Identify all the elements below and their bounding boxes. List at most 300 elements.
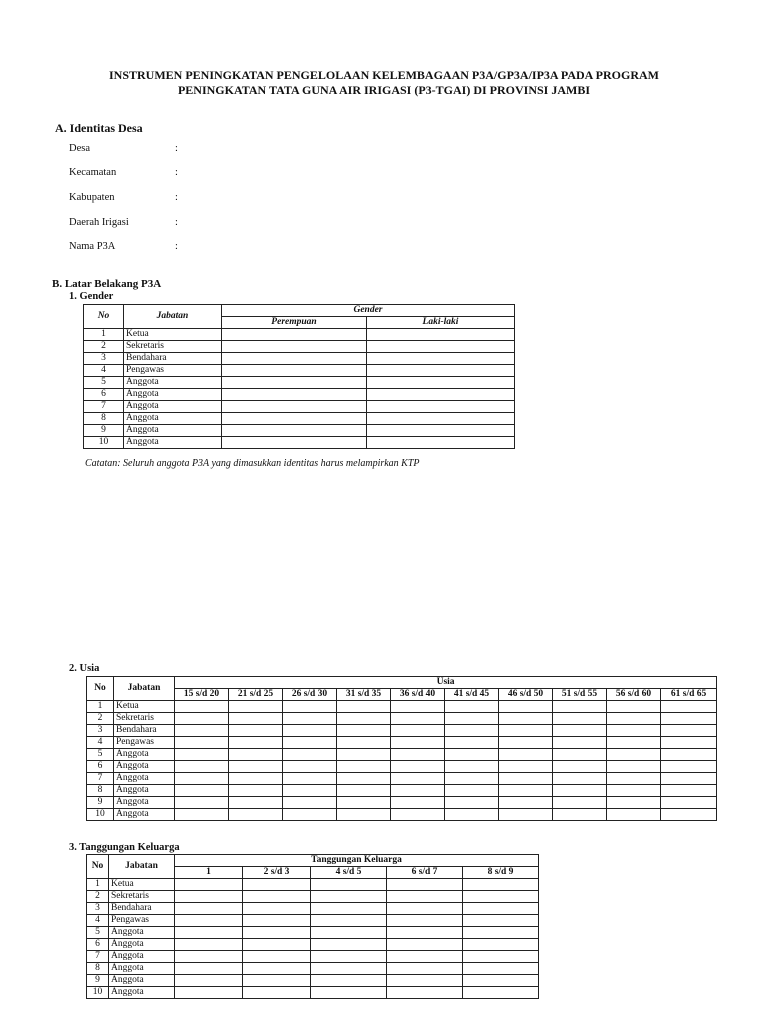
row-jabatan: Pengawas xyxy=(109,915,175,927)
identity-field-colon: : xyxy=(175,241,178,252)
row-number: 2 xyxy=(84,341,124,353)
usia-entry-cell[interactable] xyxy=(337,701,391,713)
usia-entry-cell[interactable] xyxy=(229,725,283,737)
tanggungan-col-jabatan: Jabatan xyxy=(109,855,175,879)
tanggungan-entry-cell[interactable] xyxy=(463,987,539,999)
usia-entry-cell[interactable] xyxy=(229,737,283,749)
gender-entry-cell[interactable] xyxy=(222,413,367,425)
gender-table-row xyxy=(84,389,515,401)
usia-entry-cell[interactable] xyxy=(661,785,717,797)
row-jabatan: Anggota xyxy=(114,785,175,797)
usia-col-group: Usia xyxy=(175,677,717,689)
usia-entry-cell[interactable] xyxy=(229,797,283,809)
usia-entry-cell[interactable] xyxy=(175,785,229,797)
tanggungan-entry-cell[interactable] xyxy=(387,963,463,975)
usia-entry-cell[interactable] xyxy=(445,749,499,761)
gender-entry-cell[interactable] xyxy=(367,389,515,401)
usia-entry-cell[interactable] xyxy=(445,725,499,737)
row-number: 4 xyxy=(87,915,109,927)
usia-entry-cell[interactable] xyxy=(391,809,445,821)
usia-entry-cell[interactable] xyxy=(337,713,391,725)
gender-entry-cell[interactable] xyxy=(367,413,515,425)
row-jabatan: Ketua xyxy=(114,701,175,713)
tanggungan-table-row xyxy=(87,915,539,927)
gender-col-no: No xyxy=(84,305,124,329)
usia-subcol: 41 s/d 45 xyxy=(445,689,499,701)
gender-entry-cell[interactable] xyxy=(367,341,515,353)
gender-table-row xyxy=(84,341,515,353)
row-jabatan: Bendahara xyxy=(109,903,175,915)
tanggungan-entry-cell[interactable] xyxy=(175,879,243,891)
gender-entry-cell[interactable] xyxy=(222,389,367,401)
usia-table-body xyxy=(87,701,717,821)
usia-entry-cell[interactable] xyxy=(553,725,607,737)
tanggungan-entry-cell[interactable] xyxy=(311,903,387,915)
usia-entry-cell[interactable] xyxy=(283,761,337,773)
usia-entry-cell[interactable] xyxy=(229,701,283,713)
usia-entry-cell[interactable] xyxy=(175,701,229,713)
usia-entry-cell[interactable] xyxy=(175,773,229,785)
gender-entry-cell[interactable] xyxy=(367,365,515,377)
usia-entry-cell[interactable] xyxy=(337,809,391,821)
usia-entry-cell[interactable] xyxy=(391,725,445,737)
usia-entry-cell[interactable] xyxy=(607,797,661,809)
tanggungan-entry-cell[interactable] xyxy=(311,951,387,963)
tanggungan-entry-cell[interactable] xyxy=(311,975,387,987)
usia-entry-cell[interactable] xyxy=(499,749,553,761)
row-jabatan: Anggota xyxy=(114,809,175,821)
usia-table-row xyxy=(87,773,717,785)
row-number: 3 xyxy=(87,903,109,915)
tanggungan-table-row xyxy=(87,879,539,891)
section-a-heading: A. Identitas Desa xyxy=(55,121,143,135)
usia-entry-cell[interactable] xyxy=(175,809,229,821)
usia-entry-cell[interactable] xyxy=(283,713,337,725)
gender-note: Catatan: Seluruh anggota P3A yang dimasukkan identitas harus melampirkan KTP xyxy=(85,458,420,469)
usia-entry-cell[interactable] xyxy=(391,797,445,809)
gender-entry-cell[interactable] xyxy=(222,329,367,341)
row-number: 1 xyxy=(87,701,114,713)
row-number: 2 xyxy=(87,891,109,903)
tanggungan-subcol: 2 s/d 3 xyxy=(243,867,311,879)
usia-entry-cell[interactable] xyxy=(337,785,391,797)
row-jabatan: Bendahara xyxy=(114,725,175,737)
tanggungan-table-row xyxy=(87,939,539,951)
tanggungan-table-row xyxy=(87,951,539,963)
tanggungan-entry-cell[interactable] xyxy=(175,963,243,975)
usia-entry-cell[interactable] xyxy=(661,725,717,737)
usia-entry-cell[interactable] xyxy=(175,749,229,761)
row-jabatan: Pengawas xyxy=(124,365,222,377)
usia-subcol: 21 s/d 25 xyxy=(229,689,283,701)
usia-entry-cell[interactable] xyxy=(337,725,391,737)
usia-entry-cell[interactable] xyxy=(607,737,661,749)
usia-subcol: 61 s/d 65 xyxy=(661,689,717,701)
tanggungan-entry-cell[interactable] xyxy=(463,915,539,927)
usia-entry-cell[interactable] xyxy=(445,785,499,797)
tanggungan-entry-cell[interactable] xyxy=(243,891,311,903)
gender-entry-cell[interactable] xyxy=(367,425,515,437)
usia-entry-cell[interactable] xyxy=(445,713,499,725)
tanggungan-entry-cell[interactable] xyxy=(387,987,463,999)
identity-field-colon: : xyxy=(175,217,178,228)
tanggungan-entry-cell[interactable] xyxy=(175,975,243,987)
usia-entry-cell[interactable] xyxy=(553,761,607,773)
row-jabatan: Anggota xyxy=(109,927,175,939)
usia-entry-cell[interactable] xyxy=(499,809,553,821)
usia-entry-cell[interactable] xyxy=(337,737,391,749)
tanggungan-entry-cell[interactable] xyxy=(387,879,463,891)
row-number: 9 xyxy=(84,425,124,437)
row-number: 1 xyxy=(84,329,124,341)
tanggungan-entry-cell[interactable] xyxy=(243,963,311,975)
usia-entry-cell[interactable] xyxy=(499,701,553,713)
usia-subcol: 51 s/d 55 xyxy=(553,689,607,701)
usia-entry-cell[interactable] xyxy=(229,809,283,821)
gender-entry-cell[interactable] xyxy=(222,401,367,413)
gender-table-row xyxy=(84,425,515,437)
usia-table-row xyxy=(87,761,717,773)
tanggungan-table-body xyxy=(87,879,539,999)
usia-entry-cell[interactable] xyxy=(607,725,661,737)
usia-entry-cell[interactable] xyxy=(661,713,717,725)
tanggungan-entry-cell[interactable] xyxy=(243,927,311,939)
gender-table-row xyxy=(84,437,515,449)
usia-entry-cell[interactable] xyxy=(661,737,717,749)
usia-entry-cell[interactable] xyxy=(337,773,391,785)
usia-subheader-row xyxy=(87,689,717,701)
usia-table-row xyxy=(87,749,717,761)
tanggungan-table-row xyxy=(87,975,539,987)
tanggungan-entry-cell[interactable] xyxy=(243,951,311,963)
usia-entry-cell[interactable] xyxy=(229,749,283,761)
usia-entry-cell[interactable] xyxy=(391,713,445,725)
tanggungan-table-row xyxy=(87,963,539,975)
row-jabatan: Anggota xyxy=(109,939,175,951)
identity-field-label: Kabupaten xyxy=(69,192,115,203)
tanggungan-entry-cell[interactable] xyxy=(243,987,311,999)
row-number: 6 xyxy=(84,389,124,401)
usia-entry-cell[interactable] xyxy=(607,701,661,713)
tanggungan-entry-cell[interactable] xyxy=(243,939,311,951)
usia-subcol: 31 s/d 35 xyxy=(337,689,391,701)
tanggungan-entry-cell[interactable] xyxy=(387,951,463,963)
tanggungan-subcol: 1 xyxy=(175,867,243,879)
tanggungan-entry-cell[interactable] xyxy=(175,987,243,999)
usia-entry-cell[interactable] xyxy=(499,761,553,773)
tanggungan-entry-cell[interactable] xyxy=(311,963,387,975)
gender-entry-cell[interactable] xyxy=(222,353,367,365)
usia-entry-cell[interactable] xyxy=(229,761,283,773)
row-jabatan: Anggota xyxy=(124,401,222,413)
gender-entry-cell[interactable] xyxy=(222,377,367,389)
usia-entry-cell[interactable] xyxy=(445,809,499,821)
row-jabatan: Pengawas xyxy=(114,737,175,749)
usia-entry-cell[interactable] xyxy=(391,749,445,761)
usia-entry-cell[interactable] xyxy=(607,749,661,761)
row-number: 3 xyxy=(84,353,124,365)
row-jabatan: Anggota xyxy=(114,749,175,761)
usia-entry-cell[interactable] xyxy=(553,773,607,785)
tanggungan-entry-cell[interactable] xyxy=(463,927,539,939)
tanggungan-entry-cell[interactable] xyxy=(175,951,243,963)
usia-entry-cell[interactable] xyxy=(553,785,607,797)
title-line-1: INSTRUMEN PENINGKATAN PENGELOLAAN KELEMBAGAAN P3A/GP3A/IP3A PADA PROGRAM xyxy=(108,68,659,82)
usia-entry-cell[interactable] xyxy=(553,701,607,713)
row-number: 7 xyxy=(87,773,114,785)
tanggungan-entry-cell[interactable] xyxy=(463,975,539,987)
tanggungan-subcol: 8 s/d 9 xyxy=(463,867,539,879)
gender-table-body xyxy=(84,329,515,449)
tanggungan-subcol: 6 s/d 7 xyxy=(387,867,463,879)
usia-entry-cell[interactable] xyxy=(283,773,337,785)
usia-entry-cell[interactable] xyxy=(283,785,337,797)
gender-entry-cell[interactable] xyxy=(367,437,515,449)
row-jabatan: Anggota xyxy=(124,389,222,401)
usia-entry-cell[interactable] xyxy=(283,725,337,737)
usia-subcol: 36 s/d 40 xyxy=(391,689,445,701)
row-number: 8 xyxy=(87,963,109,975)
tanggungan-entry-cell[interactable] xyxy=(175,891,243,903)
usia-subcol: 46 s/d 50 xyxy=(499,689,553,701)
usia-entry-cell[interactable] xyxy=(607,773,661,785)
identity-field-colon: : xyxy=(175,192,178,203)
row-number: 7 xyxy=(87,951,109,963)
tanggungan-subcol: 4 s/d 5 xyxy=(311,867,387,879)
row-jabatan: Sekretaris xyxy=(114,713,175,725)
section-b-heading: B. Latar Belakang P3A xyxy=(52,278,162,290)
gender-entry-cell[interactable] xyxy=(222,365,367,377)
usia-entry-cell[interactable] xyxy=(391,785,445,797)
row-jabatan: Anggota xyxy=(124,377,222,389)
usia-entry-cell[interactable] xyxy=(661,701,717,713)
usia-entry-cell[interactable] xyxy=(553,809,607,821)
usia-entry-cell[interactable] xyxy=(283,749,337,761)
usia-entry-cell[interactable] xyxy=(391,773,445,785)
title-line-2: PENINGKATAN TATA GUNA AIR IRIGASI (P3-TGAI) DI PROVINSI JAMBI xyxy=(177,83,591,97)
row-jabatan: Ketua xyxy=(124,329,222,341)
identity-field-label: Desa xyxy=(69,143,90,154)
tanggungan-col-no: No xyxy=(87,855,109,879)
usia-entry-cell[interactable] xyxy=(175,713,229,725)
gender-entry-cell[interactable] xyxy=(222,437,367,449)
gender-col-group: Gender xyxy=(222,305,515,317)
usia-col-no: No xyxy=(87,677,114,701)
usia-table-row xyxy=(87,713,717,725)
tanggungan-entry-cell[interactable] xyxy=(311,927,387,939)
usia-entry-cell[interactable] xyxy=(553,797,607,809)
usia-table-row xyxy=(87,725,717,737)
row-number: 9 xyxy=(87,975,109,987)
usia-entry-cell[interactable] xyxy=(661,761,717,773)
tanggungan-table-row xyxy=(87,903,539,915)
usia-entry-cell[interactable] xyxy=(175,797,229,809)
usia-col-jabatan: Jabatan xyxy=(114,677,175,701)
gender-table-row xyxy=(84,353,515,365)
tanggungan-entry-cell[interactable] xyxy=(311,939,387,951)
tanggungan-entry-cell[interactable] xyxy=(243,879,311,891)
row-number: 10 xyxy=(87,809,114,821)
gender-entry-cell[interactable] xyxy=(367,401,515,413)
usia-subcol: 26 s/d 30 xyxy=(283,689,337,701)
usia-entry-cell[interactable] xyxy=(283,797,337,809)
row-number: 6 xyxy=(87,939,109,951)
row-number: 10 xyxy=(84,437,124,449)
usia-entry-cell[interactable] xyxy=(661,773,717,785)
row-jabatan: Sekretaris xyxy=(124,341,222,353)
usia-entry-cell[interactable] xyxy=(337,761,391,773)
row-number: 2 xyxy=(87,713,114,725)
usia-entry-cell[interactable] xyxy=(499,725,553,737)
tanggungan-entry-cell[interactable] xyxy=(311,987,387,999)
usia-entry-cell[interactable] xyxy=(553,737,607,749)
tanggungan-table-row xyxy=(87,987,539,999)
row-jabatan: Anggota xyxy=(109,987,175,999)
row-jabatan: Anggota xyxy=(109,975,175,987)
usia-entry-cell[interactable] xyxy=(229,713,283,725)
tanggungan-table-row xyxy=(87,891,539,903)
gender-col-perempuan: Perempuan xyxy=(222,317,367,329)
gender-table-row xyxy=(84,365,515,377)
usia-entry-cell[interactable] xyxy=(553,713,607,725)
usia-entry-cell[interactable] xyxy=(445,737,499,749)
gender-entry-cell[interactable] xyxy=(367,377,515,389)
usia-entry-cell[interactable] xyxy=(175,761,229,773)
usia-entry-cell[interactable] xyxy=(661,749,717,761)
tanggungan-entry-cell[interactable] xyxy=(175,927,243,939)
tanggungan-heading: 3. Tanggungan Keluarga xyxy=(69,842,180,853)
row-jabatan: Anggota xyxy=(114,761,175,773)
usia-entry-cell[interactable] xyxy=(337,749,391,761)
row-jabatan: Anggota xyxy=(114,773,175,785)
usia-entry-cell[interactable] xyxy=(499,785,553,797)
usia-entry-cell[interactable] xyxy=(445,761,499,773)
gender-table xyxy=(83,304,515,449)
tanggungan-entry-cell[interactable] xyxy=(463,903,539,915)
usia-table-row xyxy=(87,785,717,797)
gender-table-row xyxy=(84,413,515,425)
usia-entry-cell[interactable] xyxy=(607,809,661,821)
usia-entry-cell[interactable] xyxy=(175,725,229,737)
tanggungan-entry-cell[interactable] xyxy=(387,903,463,915)
row-number: 8 xyxy=(87,785,114,797)
tanggungan-entry-cell[interactable] xyxy=(243,975,311,987)
tanggungan-col-group: Tanggungan Keluarga xyxy=(175,855,539,867)
identity-field-label: Nama P3A xyxy=(69,241,116,252)
gender-table-row xyxy=(84,329,515,341)
usia-entry-cell[interactable] xyxy=(445,773,499,785)
row-jabatan: Anggota xyxy=(124,437,222,449)
usia-entry-cell[interactable] xyxy=(229,773,283,785)
tanggungan-entry-cell[interactable] xyxy=(387,927,463,939)
gender-col-jabatan: Jabatan xyxy=(124,305,222,329)
row-number: 9 xyxy=(87,797,114,809)
usia-entry-cell[interactable] xyxy=(391,701,445,713)
usia-entry-cell[interactable] xyxy=(499,737,553,749)
row-jabatan: Anggota xyxy=(124,413,222,425)
usia-entry-cell[interactable] xyxy=(607,761,661,773)
tanggungan-entry-cell[interactable] xyxy=(175,903,243,915)
usia-entry-cell[interactable] xyxy=(283,737,337,749)
usia-entry-cell[interactable] xyxy=(337,797,391,809)
row-jabatan: Ketua xyxy=(109,879,175,891)
row-jabatan: Anggota xyxy=(114,797,175,809)
usia-entry-cell[interactable] xyxy=(553,749,607,761)
tanggungan-entry-cell[interactable] xyxy=(463,963,539,975)
gender-table-row xyxy=(84,401,515,413)
row-number: 4 xyxy=(84,365,124,377)
tanggungan-entry-cell[interactable] xyxy=(463,939,539,951)
usia-table-row xyxy=(87,737,717,749)
tanggungan-entry-cell[interactable] xyxy=(243,915,311,927)
usia-entry-cell[interactable] xyxy=(229,785,283,797)
gender-col-laki-laki: Laki-laki xyxy=(367,317,515,329)
row-number: 6 xyxy=(87,761,114,773)
tanggungan-entry-cell[interactable] xyxy=(387,915,463,927)
tanggungan-entry-cell[interactable] xyxy=(311,891,387,903)
tanggungan-entry-cell[interactable] xyxy=(463,951,539,963)
tanggungan-entry-cell[interactable] xyxy=(463,891,539,903)
row-number: 7 xyxy=(84,401,124,413)
usia-entry-cell[interactable] xyxy=(391,761,445,773)
gender-heading: 1. Gender xyxy=(69,291,114,302)
gender-entry-cell[interactable] xyxy=(222,341,367,353)
row-number: 3 xyxy=(87,725,114,737)
tanggungan-entry-cell[interactable] xyxy=(311,879,387,891)
usia-entry-cell[interactable] xyxy=(283,809,337,821)
tanggungan-table-row xyxy=(87,927,539,939)
tanggungan-entry-cell[interactable] xyxy=(243,903,311,915)
row-jabatan: Anggota xyxy=(124,425,222,437)
usia-entry-cell[interactable] xyxy=(499,773,553,785)
row-number: 10 xyxy=(87,987,109,999)
identity-field-colon: : xyxy=(175,143,178,154)
usia-subcol: 56 s/d 60 xyxy=(607,689,661,701)
row-jabatan: Bendahara xyxy=(124,353,222,365)
row-number: 8 xyxy=(84,413,124,425)
usia-table-row xyxy=(87,701,717,713)
usia-entry-cell[interactable] xyxy=(283,701,337,713)
identity-field-label: Daerah Irigasi xyxy=(69,217,129,228)
usia-entry-cell[interactable] xyxy=(661,797,717,809)
usia-entry-cell[interactable] xyxy=(661,809,717,821)
row-jabatan: Anggota xyxy=(109,963,175,975)
usia-entry-cell[interactable] xyxy=(607,785,661,797)
usia-entry-cell[interactable] xyxy=(607,713,661,725)
gender-entry-cell[interactable] xyxy=(367,329,515,341)
tanggungan-entry-cell[interactable] xyxy=(387,891,463,903)
gender-entry-cell[interactable] xyxy=(367,353,515,365)
usia-entry-cell[interactable] xyxy=(499,713,553,725)
usia-entry-cell[interactable] xyxy=(175,737,229,749)
row-number: 4 xyxy=(87,737,114,749)
gender-entry-cell[interactable] xyxy=(222,425,367,437)
usia-entry-cell[interactable] xyxy=(499,797,553,809)
row-jabatan: Sekretaris xyxy=(109,891,175,903)
usia-table-row xyxy=(87,797,717,809)
usia-entry-cell[interactable] xyxy=(445,797,499,809)
usia-subcol: 15 s/d 20 xyxy=(175,689,229,701)
tanggungan-entry-cell[interactable] xyxy=(175,939,243,951)
tanggungan-entry-cell[interactable] xyxy=(463,879,539,891)
tanggungan-entry-cell[interactable] xyxy=(175,915,243,927)
usia-entry-cell[interactable] xyxy=(391,737,445,749)
row-number: 5 xyxy=(87,927,109,939)
tanggungan-entry-cell[interactable] xyxy=(311,915,387,927)
tanggungan-entry-cell[interactable] xyxy=(387,975,463,987)
usia-entry-cell[interactable] xyxy=(445,701,499,713)
tanggungan-entry-cell[interactable] xyxy=(387,939,463,951)
